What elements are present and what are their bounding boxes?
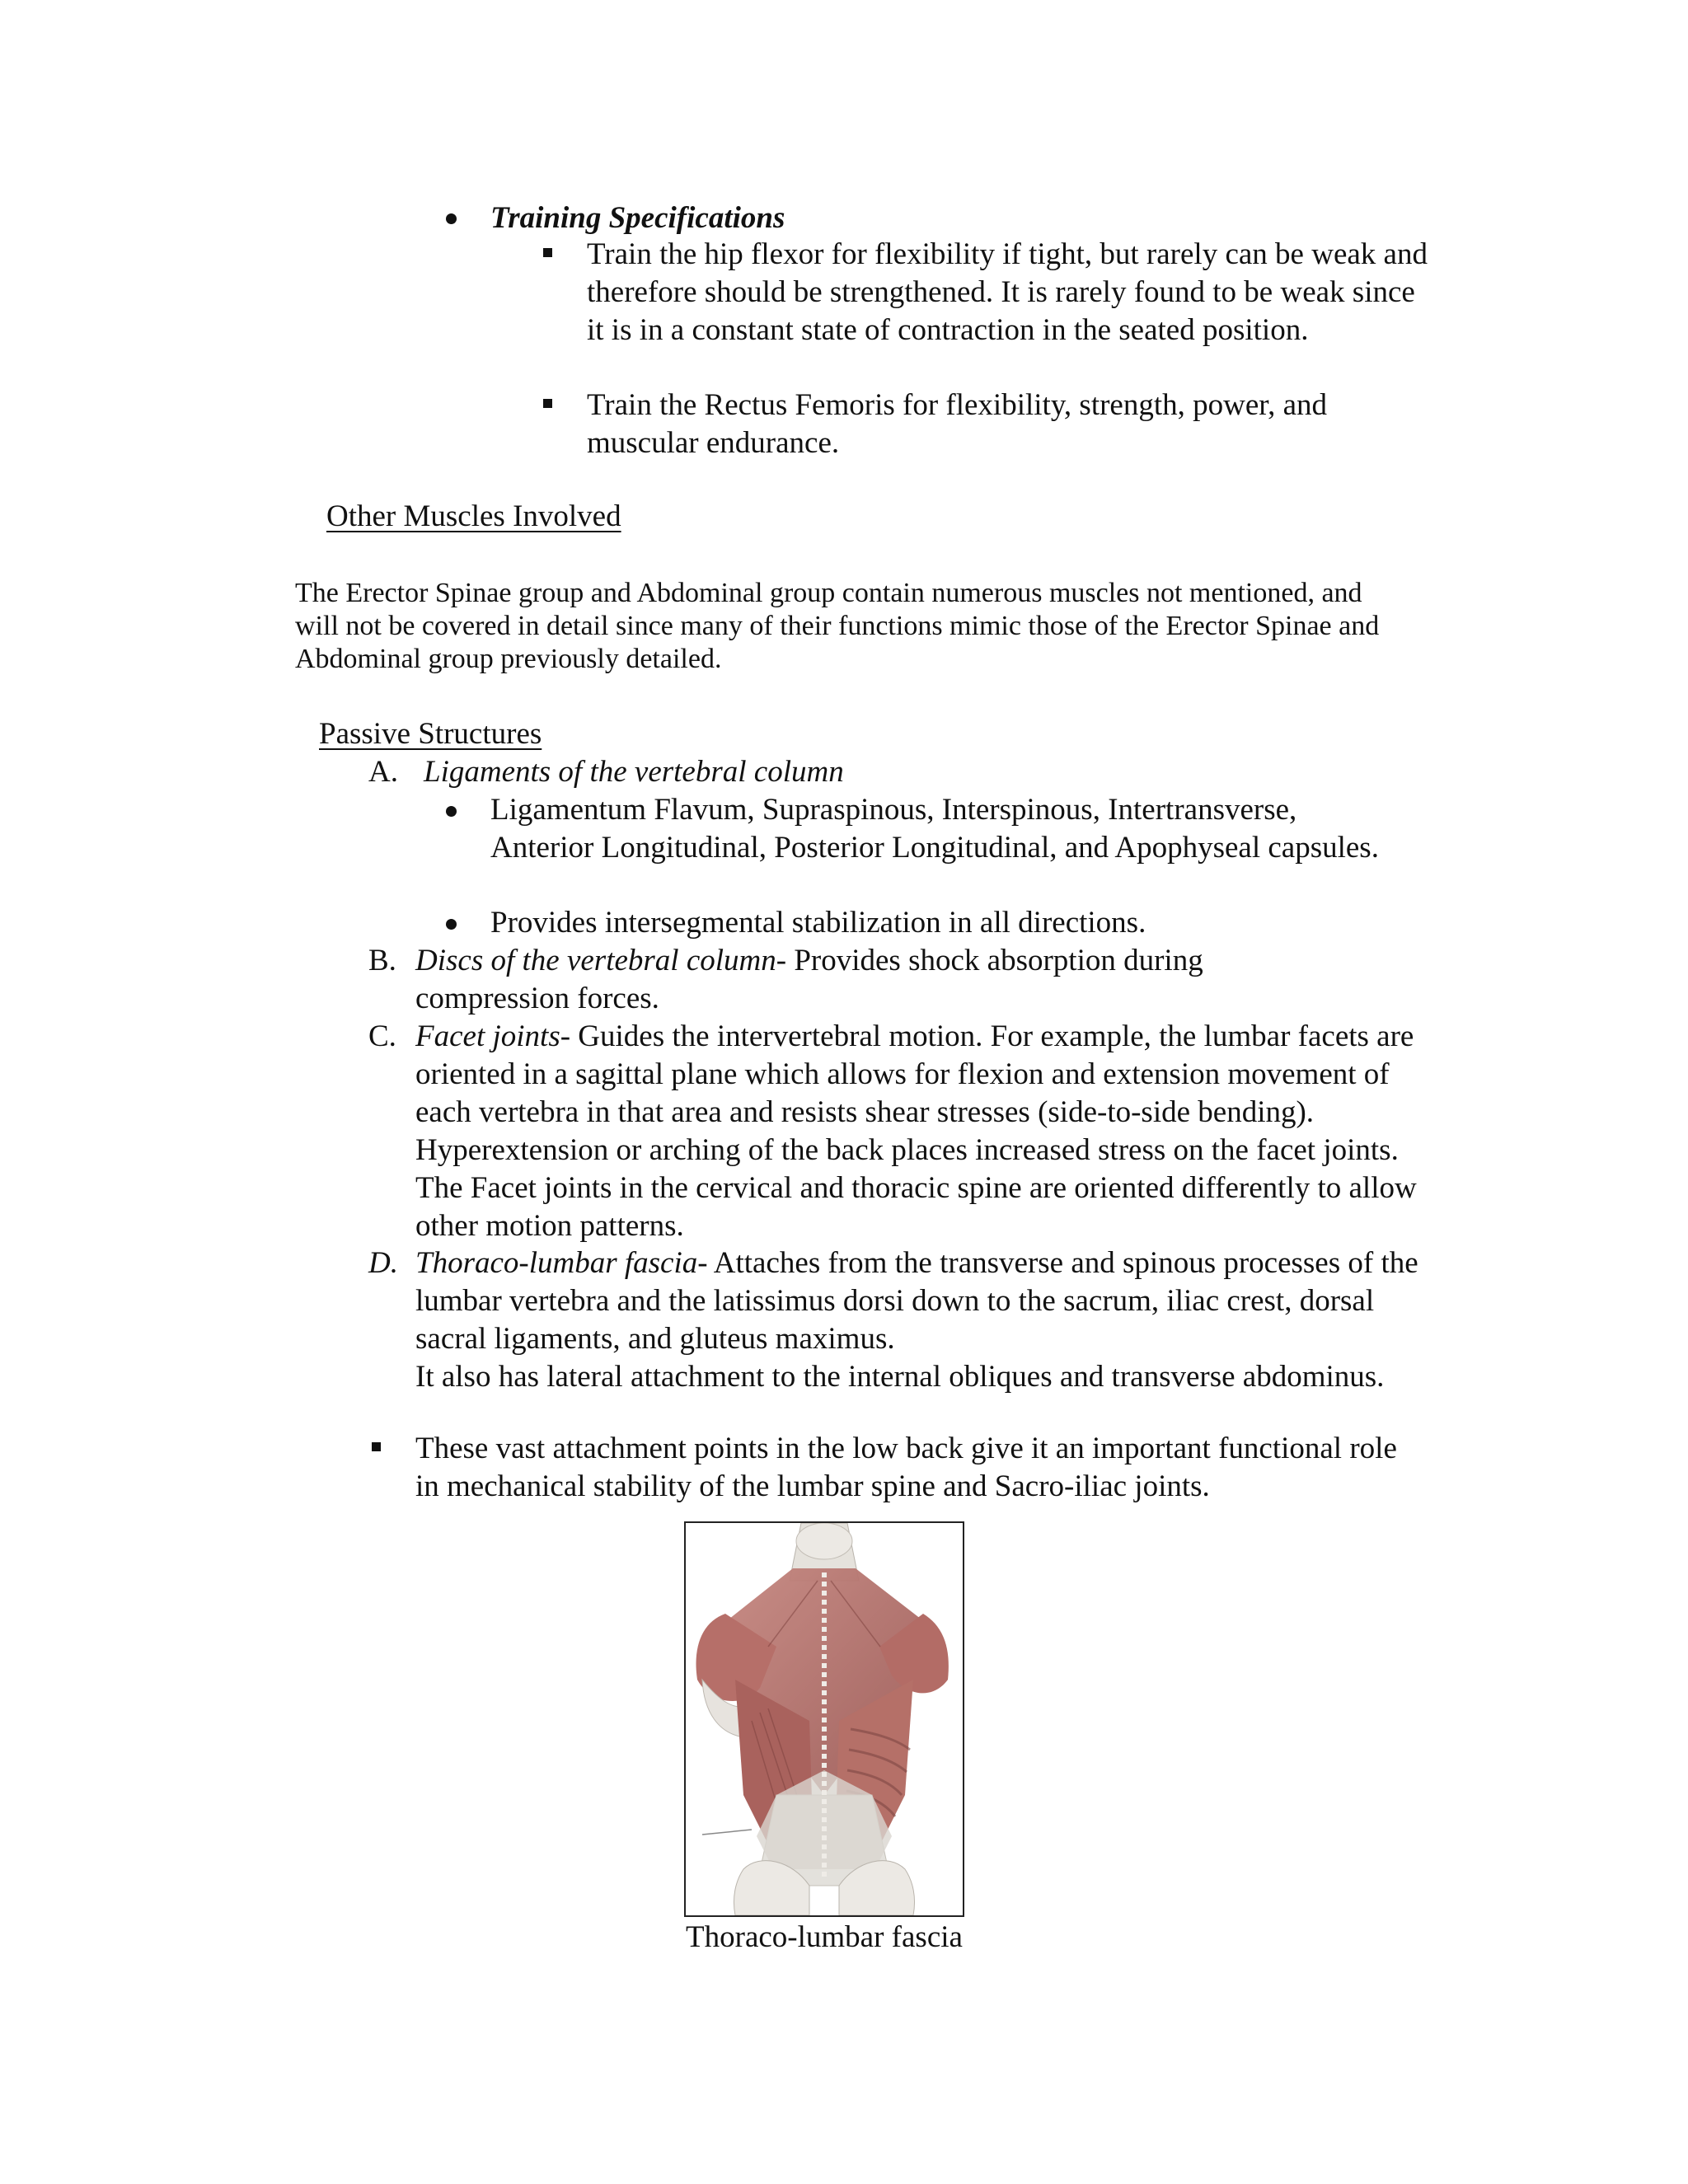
discs-title: Discs of the vertebral column <box>415 944 776 977</box>
ligaments-bullet-2: Provides intersegmental stabilization in all directions. <box>490 906 1146 940</box>
bullet-square <box>543 399 552 408</box>
ligaments-bullet-1: Ligamentum Flavum, Supraspinous, Interspinous, Intertransverse, Anterior Longitudinal, Posterior Longitudinal, and Apophyseal capsules. <box>490 793 1379 865</box>
bullet-square <box>543 248 552 257</box>
other-muscles-paragraph: The Erector Spinae group and Abdominal group contain numerous muscles not mentioned, and will not be covered in detail since many of their functions mimic those of the Erector Spinae and Abdominal group previously detailed. <box>295 578 1380 674</box>
anatomy-figure <box>684 1521 964 1917</box>
ligaments-title: Ligaments of the vertebral column <box>424 755 844 789</box>
discs-item <box>415 942 1322 1018</box>
back-muscles-illustration <box>686 1523 963 1915</box>
thoraco-lumbar-text: - Attaches from the transverse and spinous processes of the lumbar vertebra and the latissimus dorsi down to the sacrum, iliac crest, dorsal sacral ligaments, and gluteus maximus. <box>415 1246 1418 1356</box>
facet-joints-item <box>415 1018 1425 1245</box>
facet-joints-title: Facet joints <box>415 1019 560 1053</box>
bullet-dot <box>446 806 457 817</box>
passive-structures-heading: Passive Structures <box>319 717 542 751</box>
list-marker-d: D. <box>368 1246 398 1280</box>
list-marker-a: A. <box>368 755 398 789</box>
list-marker-c: C. <box>368 1019 396 1053</box>
bullet-dot <box>446 919 457 930</box>
bullet-square <box>372 1442 381 1451</box>
discs-text: - Provides shock absorption during compression forces. <box>415 944 1203 1015</box>
training-item-2: Train the Rectus Femoris for flexibility, strength, power, and muscular endurance. <box>587 388 1328 460</box>
other-muscles-heading: Other Muscles Involved <box>326 499 621 533</box>
bullet-dot <box>446 213 457 224</box>
thoraco-lumbar-item <box>415 1244 1425 1358</box>
thoraco-lumbar-text-2: It also has lateral attachment to the internal obliques and transverse abdominus. <box>415 1360 1385 1394</box>
facet-joints-text: - Guides the intervertebral motion. For example, the lumbar facets are oriented in a sagittal plane which allows for flexion and extension movement of each vertebra in that area and resists shear stresses (side-to-side bending). Hyperextension or arching of the back places increased stress on the facet joints. The Facet joints in the cervical and thoracic spine are oriented differently to allow other motion patterns. <box>415 1019 1417 1243</box>
figure-caption: Thoraco-lumbar fascia <box>686 1920 963 1954</box>
thoraco-lumbar-title: Thoraco-lumbar fascia <box>415 1246 698 1280</box>
final-bullet: These vast attachment points in the low back give it an important functional role in mechanical stability of the lumbar spine and Sacro-iliac joints. <box>415 1432 1397 1503</box>
training-item-1: Train the hip flexor for flexibility if tight, but rarely can be weak and therefore should be strengthened. It is rarely found to be weak since it is in a constant state of contraction in the seated position. <box>587 237 1428 347</box>
list-marker-b: B. <box>368 944 396 977</box>
training-heading: Training Specifications <box>490 201 785 235</box>
